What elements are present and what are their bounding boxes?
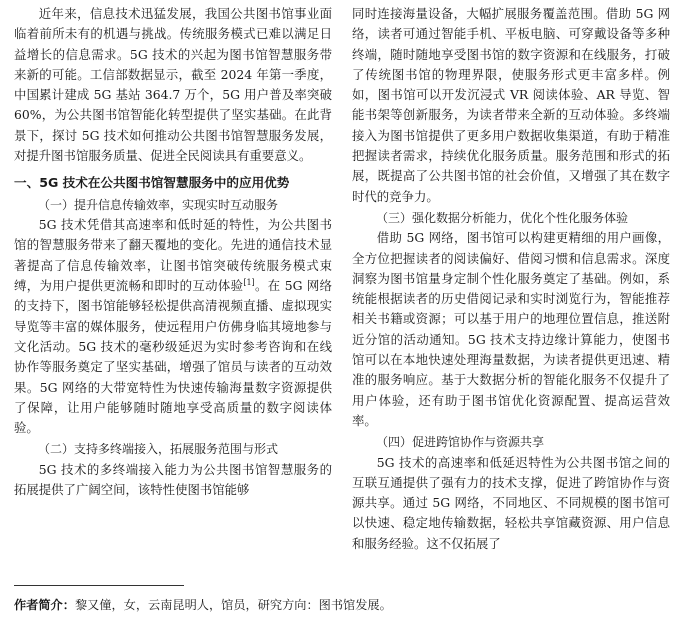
author-footnote-text: 黎又僮，女，云南昆明人，馆员，研究方向：图书馆发展。 [74, 598, 392, 612]
subsection2-paragraph: 5G 技术的多终端接入能力为公共图书馆智慧服务的拓展提供了广阔空间，该特性使图书馆能够 [14, 461, 332, 498]
author-footnote-label: 作者简介： [14, 598, 75, 612]
subsection1-heading: （一）提升信息传输效率，实现实时互动服务 [38, 197, 279, 212]
intro-paragraph: 近年来，信息技术迅猛发展，我国公共图书馆事业面临着前所未有的机遇与挑战。传统服务模式已难以满足日益增长的信息需求。5G 技术的兴起为图书馆智慧服务带来新的可能。工信部数据显示，截至 2024 年第一季度，中国累计建成 5G 基站 364.7 万个，5G 用户普及率突破 60%，为公共图书馆智能化转型提供了坚实基础。在此背景下，探讨 5G 技术如何推动公共图书馆智慧服务发展，对提升图书馆服务质量、促进全民阅读具有重要意义。 [14, 6, 332, 164]
subsection1-text-a: 5G 技术凭借其高速率和低时延的特性，为公共图书馆的智慧服务带来了翻天覆地的变化。先进的通信技术显著提高了信息传输效率，让图书馆突破传统服务模式束缚，为用户提供更流畅和即时的互动体验 [14, 217, 332, 294]
subsection1-text-b: 。在 5G 网络的支持下，图书馆能够轻松提供高清视频直播、虚拟现实导览等丰富的媒体服务，使远程用户仿佛身临其境地参与文化活动。5G 技术的毫秒级延迟为实时参考咨询和在线协作等服务奠定了坚实基础，增强了馆员与读者的互动效果。5G 网络的大带宽特性为快速传输海量数字资源提供了保障，让用户能够随时随地享受高质量的数字阅读体验。 [14, 278, 332, 436]
subsection3-paragraph: 借助 5G 网络，图书馆可以构建更精细的用户画像，全方位把握读者的阅读偏好、借阅习惯和信息需求。深度洞察为图书馆量身定制个性化服务奠定了基础。例如，系统能根据读者的历史借阅记录和实时浏览行为，智能推荐相关书籍或资源；可以基于用户的地理位置信息，推送附近分馆的活动通知。5G 技术支持边缘计算能力，使图书馆可以在本地快速处理海量数据，为读者提供更迅速、精准的服务响应。基于大数据分析的智能化服务不仅提升了用户体验，还有助于图书馆优化资源配置、提高运营效率。 [352, 230, 670, 428]
author-footnote [14, 596, 392, 614]
subsection2-continued: 同时连接海量设备，大幅扩展服务覆盖范围。借助 5G 网络，读者可通过智能手机、平板电脑、可穿戴设备等多种终端，随时随地享受图书馆的数字资源和在线服务，打破了传统图书馆的物理界限，使服务形式更丰富多样。例如，图书馆可以开发沉浸式 VR 阅读体验、AR 导览、智能书架等创新服务，为读者带来全新的互动体验。多终端接入为图书馆提供了更多用户数据收集渠道，有助于精准把握读者需求，持续优化服务质量。服务范围和形式的拓展，既提高了公共图书馆的社会价值，又增强了其在数字时代的竞争力。 [352, 6, 670, 204]
section1-heading: 一、5G 技术在公共图书馆智慧服务中的应用优势 [14, 175, 290, 191]
subsection4-heading: （四）促进跨馆协作与资源共享 [376, 435, 545, 450]
subsection4-paragraph: 5G 技术的高速率和低延迟特性为公共图书馆之间的互联互通提供了强有力的技术支撑，促进了跨馆协作与资源共享。通过 5G 网络，不同地区、不同规模的图书馆可以快速、稳定地传输数据，轻松共享馆藏资源、用户信息和服务经验。这不仅拓展了 [352, 454, 670, 551]
subsection2-heading: （二）支持多终端接入，拓展服务范围与形式 [38, 442, 279, 457]
footnote-divider [14, 585, 184, 586]
subsection3-heading: （三）强化数据分析能力，优化个性化服务体验 [376, 210, 629, 225]
left-column [14, 4, 332, 500]
right-column [352, 4, 670, 554]
citation-ref: [1] [243, 277, 255, 287]
subsection1-paragraph [14, 215, 332, 438]
